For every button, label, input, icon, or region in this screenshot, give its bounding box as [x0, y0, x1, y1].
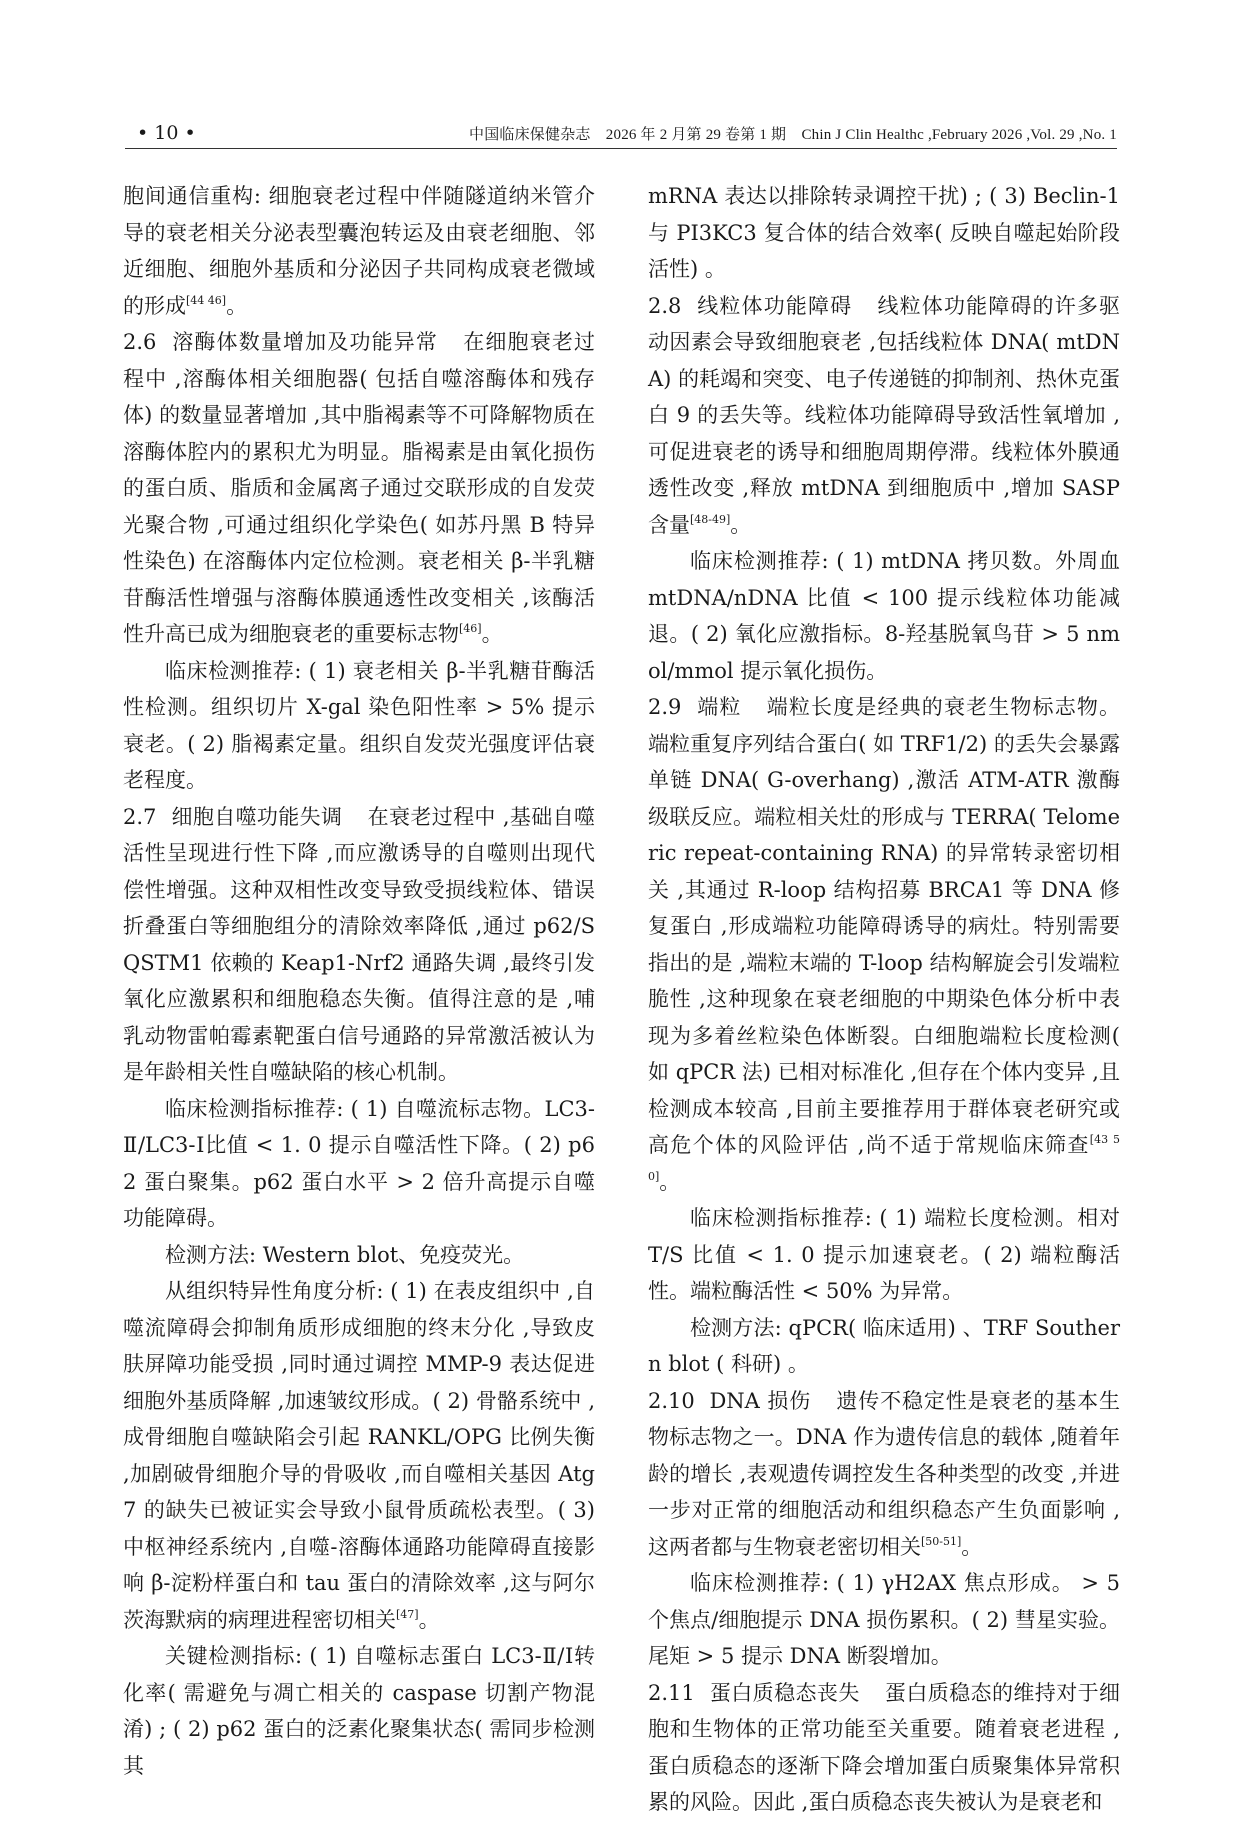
- citation: [47]: [396, 1607, 419, 1621]
- paragraph-tissue-specific: 从组织特异性角度分析: ( 1) 在表皮组织中 ,自噬流障碍会抑制角质形成细胞的终末分化 ,导致皮肤屏障功能受损 ,同时通过调控 MMP-9 表达促进细胞外基质降解 ,加速皱纹形成。( 2) 骨骼系统中 ,成骨细胞自噬缺陷会引起 RANKL/OPG 比例失衡 ,加剧破骨细胞介导的骨吸收 ,而自噬相关基因 Atg7 的缺失已被证实会导致小鼠骨质疏松表型。( 3) 中枢神经系统内 ,自噬-溶酶体通路功能障碍直接影响 β-淀粉样蛋白和 tau 蛋白的清除效率 ,这与阿尔茨海默病的病理进程密切相关[47]。: [123, 1279, 595, 1632]
- detection-method-2-7: 检测方法: Western blot、免疫荧光。: [165, 1242, 525, 1267]
- right-column: [648, 178, 1120, 1821]
- section-title: 溶酶体数量增加及功能异常: [171, 330, 439, 354]
- header-rule: [125, 148, 1117, 149]
- paragraph-intercellular: 胞间通信重构: 细胞衰老过程中伴随隧道纳米管介导的衰老相关分泌表型囊泡转运及由衰老细胞、邻近细胞、细胞外基质和分泌因子共同构成衰老微域的形成[44 46]。: [123, 184, 595, 318]
- section-2-9: 2.9 端粒 端粒长度是经典的衰老生物标志物。端粒重复序列结合蛋白( 如 TRF1/2) 的丢失会暴露单链 DNA( G-overhang) ,激活 ATM-ATR 激酶级联反应。端粒相关灶的形成与 TERRA( Telomeric repeat-containing RNA) 的异常转录密切相关 ,其通过 R-loop 结构招募 BRCA1 等 DNA 修复蛋白 ,形成端粒功能障碍诱导的病灶。特别需要指出的是 ,端粒末端的 T-loop 结构解旋会引发端粒脆性 ,这种现象在衰老细胞的中期染色体分析中表现为多着丝粒染色体断裂。白细胞端粒长度检测( 如 qPCR 法) 已相对标准化 ,但存在个体内变异 ,且检测成本较高 ,目前主要推荐用于群体衰老研究或高危个体的风险评估 ,尚不适于常规临床筛查[43 50]。: [648, 695, 1120, 1194]
- detection-method-2-9: 检测方法: qPCR( 临床适用) 、TRF Southern blot ( 科研) 。: [648, 1315, 1120, 1376]
- section-number: 2.11: [648, 1680, 695, 1705]
- clinical-recommendation-2-9: 临床检测指标推荐: ( 1) 端粒长度检测。相对 T/S 比值 < 1. 0 提示加速衰老。( 2) 端粒酶活性。端粒酶活性 < 50% 为异常。: [648, 1206, 1120, 1303]
- section-2-8: 2.8 线粒体功能障碍 线粒体功能障碍的许多驱动因素会导致细胞衰老 ,包括线粒体 DNA( mtDNA) 的耗竭和突变、电子传递链的抑制剂、热休克蛋白 9 的丢失等。线粒体功能障碍导致活性氧增加 ,可促进衰老的诱导和细胞周期停滞。线粒体外膜通透性改变 ,释放 mtDNA 到细胞质中 ,增加 SASP 含量[48-49]。: [648, 293, 1121, 537]
- section-2-6: 2.6 溶酶体数量增加及功能异常 在细胞衰老过程中 ,溶酶体相关细胞器( 包括自噬溶酶体和残存体) 的数量显著增加 ,其中脂褐素等不可降解物质在溶酶体腔内的累积尤为明显。脂褐素是由氧化损伤的蛋白质、脂质和金属离子通过交联形成的自发荧光聚合物 ,可通过组织化学染色( 如苏丹黑 B 特异性染色) 在溶酶体内定位检测。衰老相关 β-半乳糖苷酶活性增强与溶酶体膜通透性改变相关 ,该酶活性升高已成为细胞衰老的重要标志物[46]。: [123, 330, 596, 646]
- left-column: [123, 178, 595, 1784]
- journal-citation: 中国临床保健杂志 2026 年 2 月第 29 卷第 1 期 Chin J Clin Healthc ,February 2026 ,Vol. 29 ,No. 1: [469, 127, 1117, 143]
- clinical-recommendation-2-10: 临床检测推荐: ( 1) γH2AX 焦点形成。 > 5 个焦点/细胞提示 DNA 损伤累积。( 2) 彗星实验。尾矩 > 5 提示 DNA 断裂增加。: [648, 1571, 1120, 1668]
- paragraph-continued: mRNA 表达以排除转录调控干扰) ; ( 3) Beclin-1 与 PI3KC3 复合体的结合效率( 反映自噬起始阶段活性) 。: [648, 184, 1120, 281]
- section-title: 蛋白质稳态丧失: [709, 1680, 860, 1705]
- section-title: DNA 损伤: [709, 1388, 812, 1413]
- clinical-recommendation-2-6: 临床检测推荐: ( 1) 衰老相关 β-半乳糖苷酶活性检测。组织切片 X-gal 染色阳性率 > 5% 提示衰老。( 2) 脂褐素定量。组织自发荧光强度评估衰老程度。: [123, 658, 595, 792]
- section-title: 线粒体功能障碍: [696, 293, 853, 318]
- section-number: 2.8: [648, 293, 682, 318]
- key-detection-indicators: 关键检测指标: ( 1) 自噬标志蛋白 LC3-Ⅱ/Ⅰ转化率( 需避免与凋亡相关的 caspase 切割产物混淆) ; ( 2) p62 蛋白的泛素化聚集状态( 需同步检测其: [123, 1644, 595, 1778]
- section-title: 端粒: [696, 695, 742, 719]
- section-title: 细胞自噬功能失调: [171, 804, 343, 829]
- section-2-10: 2.10 DNA 损伤 遗传不稳定性是衰老的基本生物标志物之一。DNA 作为遗传信息的载体 ,随着年龄的增长 ,表观遗传调控发生各种类型的改变 ,并进一步对正常的细胞活动和组织稳态产生负面影响 ,这两者都与生物衰老密切相关[50-51]。: [648, 1388, 1120, 1559]
- citation: [44 46]: [186, 293, 227, 307]
- section-number: 2.7: [123, 804, 157, 829]
- clinical-recommendation-2-8: 临床检测推荐: ( 1) mtDNA 拷贝数。外周血 mtDNA/nDNA 比值 < 100 提示线粒体功能减退。( 2) 氧化应激指标。8-羟基脱氧鸟苷 > 5 nmol/mmol 提示氧化损伤。: [648, 549, 1120, 683]
- section-2-7: 2.7 细胞自噬功能失调 在衰老过程中 ,基础自噬活性呈现进行性下降 ,而应激诱导的自噬则出现代偿性增强。这种双相性改变导致受损线粒体、错误折叠蛋白等细胞组分的清除效率降低 ,通过 p62/SQSTM1 依赖的 Keap1-Nrf2 通路失调 ,最终引发氧化应激累积和细胞稳态失衡。值得注意的是 ,哺乳动物雷帕霉素靶蛋白信号通路的异常激活被认为是年龄相关性自噬缺陷的核心机制。: [123, 804, 595, 1084]
- section-number: 2.9: [648, 695, 682, 719]
- section-2-11: 2.11 蛋白质稳态丧失 蛋白质稳态的维持对于细胞和生物体的正常功能至关重要。随着衰老进程 ,蛋白质稳态的逐渐下降会增加蛋白质聚集体异常积累的风险。因此 ,蛋白质稳态丧失被认为是衰老和: [648, 1680, 1121, 1814]
- citation: [50-51]: [921, 1534, 962, 1548]
- citation: [46]: [459, 622, 482, 635]
- clinical-recommendation-2-7: 临床检测指标推荐: ( 1) 自噬流标志物。LC3-Ⅱ/LC3-Ⅰ比值 < 1. 0 提示自噬活性下降。( 2) p62 蛋白聚集。p62 蛋白水平 > 2 倍升高提示自噬功能障碍。: [123, 1096, 595, 1230]
- citation: [48-49]: [690, 512, 731, 526]
- section-number: 2.10: [648, 1388, 695, 1413]
- section-number: 2.6: [123, 330, 157, 354]
- citation: [43 50]: [648, 1133, 1120, 1183]
- running-header: [125, 118, 1117, 148]
- page-number: • 10 •: [137, 122, 196, 144]
